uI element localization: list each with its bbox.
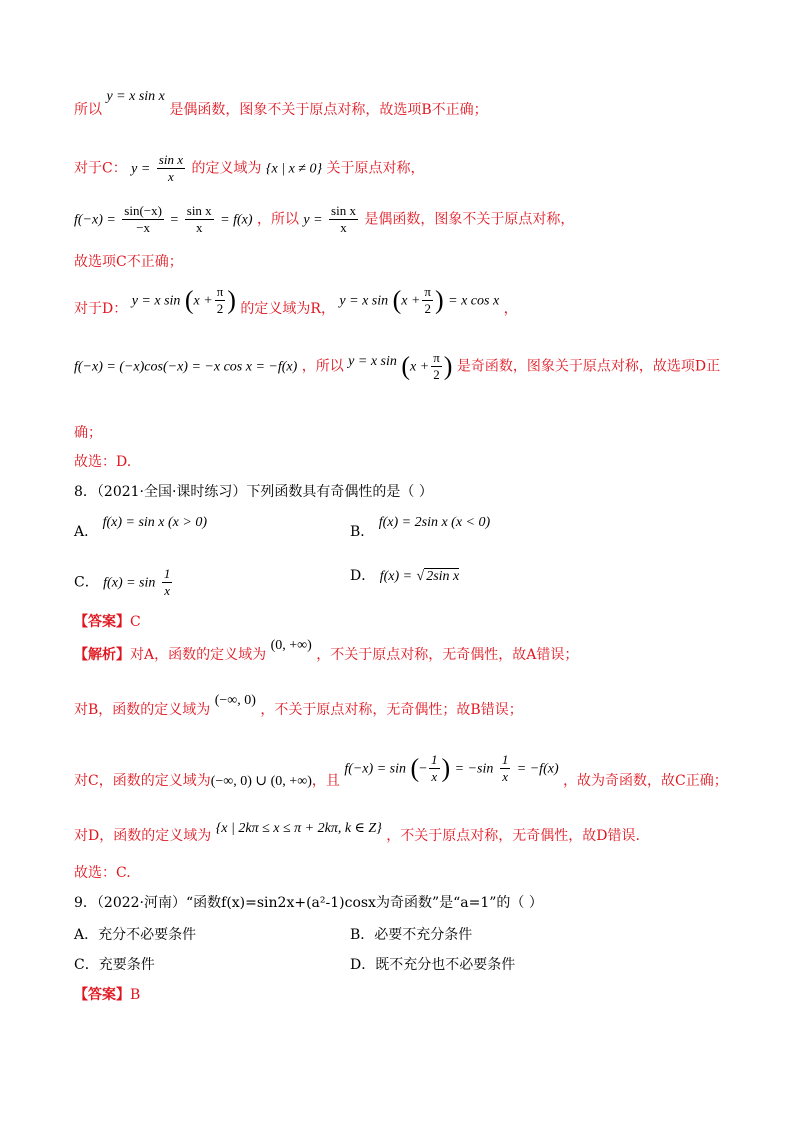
math: y = x sin	[339, 293, 389, 309]
text: 故选：D.	[74, 454, 132, 470]
math-interval: (−∞, 0)	[214, 693, 256, 708]
sqrt-body: 2sin x	[426, 569, 460, 584]
math: −	[419, 761, 428, 777]
denominator: 2	[433, 367, 440, 382]
numerator: π	[424, 284, 431, 299]
paren-open: (	[392, 285, 402, 315]
text: 的定义域为R，	[240, 300, 335, 317]
solution-line-d-result	[74, 423, 740, 443]
text: 对于D：	[74, 300, 128, 317]
text: ，不关于原点对称，无奇偶性，故D错误.	[386, 828, 640, 844]
answer-value: C	[130, 614, 141, 630]
denominator: x	[168, 169, 174, 184]
numerator: π	[433, 350, 440, 365]
text: ，不关于原点对称，无奇偶性，故A错误；	[316, 647, 579, 663]
question-8-conclusion	[74, 863, 740, 883]
question-8-options-ab	[74, 512, 740, 542]
numerator: sin x	[331, 203, 356, 218]
text: ，不关于原点对称，无奇偶性；故B错误；	[260, 702, 523, 718]
option-label-d: D．	[350, 568, 376, 584]
fraction	[215, 284, 226, 317]
denominator: x	[431, 769, 438, 784]
math: = −sin	[454, 761, 494, 777]
text: ，	[503, 300, 518, 317]
text: 是偶函数，图象不关于原点对称，	[364, 211, 575, 228]
math-set: {x | x ≠ 0}	[265, 161, 323, 177]
text: 故选项C不正确；	[74, 254, 183, 270]
analysis-tag: 【解析】	[74, 647, 130, 663]
answer-tag: 【答案】	[74, 987, 130, 1003]
option-c: C．充要条件	[74, 957, 155, 973]
text: 确；	[74, 425, 102, 441]
paren-open: (	[184, 285, 194, 315]
text: 是奇函数，图象关于原点对称，故选项D正	[456, 358, 721, 375]
question-9-options-ab	[74, 925, 740, 945]
denominator: x	[502, 769, 508, 784]
option-d-math: f(x) =	[379, 569, 413, 584]
text: 对B，函数的定义域为	[74, 702, 211, 718]
paren-close: )	[441, 753, 451, 783]
math-set: {x | 2kπ ≤ x ≤ π + 2kπ, k ∈ Z}	[215, 821, 382, 836]
numerator: 1	[163, 566, 171, 581]
question-9-answer	[74, 985, 740, 1005]
question-9-options-cd	[74, 955, 740, 975]
question-8-stem	[74, 482, 740, 502]
answer-tag: 【答案】	[74, 614, 130, 630]
math: =	[170, 212, 179, 228]
analysis-b	[74, 693, 740, 730]
math: = x cos x	[448, 293, 500, 309]
paren-close: )	[227, 285, 236, 315]
option-a-math: f(x) = sin x (x > 0)	[102, 515, 207, 530]
math: y = x sin x	[106, 89, 165, 104]
text: 对C，函数的定义域为	[74, 772, 211, 789]
math: x +	[410, 359, 430, 375]
option-b-math: f(x) = 2sin x (x < 0)	[378, 515, 491, 530]
fraction	[500, 752, 511, 785]
solution-line-d-odd	[74, 350, 740, 390]
option-d	[350, 566, 459, 587]
question-9-stem	[74, 893, 740, 913]
math: = −f(x)	[516, 761, 559, 777]
fraction	[185, 203, 214, 236]
question-8-answer	[74, 612, 740, 632]
analysis-d	[74, 818, 740, 848]
text: 对A，函数的定义域为	[130, 647, 267, 663]
option-b	[350, 512, 491, 540]
numerator: sin x	[186, 203, 212, 218]
option-label-a: A．	[74, 524, 99, 540]
math: f(−x) = (−x)cos(−x) = −x cos x = −f(x)	[74, 359, 298, 375]
text: 8．（2021·全国·课时练习）下列函数具有奇偶性的是（ ）	[74, 484, 433, 500]
denominator: −x	[136, 220, 151, 235]
option-a: A．充分不必要条件	[74, 927, 197, 943]
solution-line-c-domain	[74, 152, 740, 188]
numerator: π	[216, 284, 224, 299]
math: f(−x) =	[74, 212, 116, 228]
option-c-math: f(x) = sin	[103, 575, 156, 591]
math: x +	[193, 293, 213, 309]
numerator: sin x	[158, 152, 183, 167]
analysis-a	[74, 638, 740, 675]
fraction	[429, 752, 440, 785]
solution-line-b	[74, 89, 740, 121]
fraction	[329, 203, 358, 236]
text: ，故为奇函数，故C正确；	[563, 772, 728, 789]
text: 所以	[74, 102, 102, 118]
paren-open: (	[401, 351, 411, 381]
solution-line-d-domain	[74, 284, 740, 324]
text: ，所以	[301, 358, 344, 375]
denominator: x	[195, 220, 203, 235]
fraction	[422, 284, 433, 317]
solution-conclusion	[74, 452, 740, 472]
math: f(−x) = sin	[344, 761, 406, 777]
math: y = x sin	[348, 353, 397, 369]
math: y =	[303, 212, 323, 228]
sqrt-sign: √	[416, 569, 425, 584]
option-b: B．必要不充分条件	[350, 927, 473, 943]
denominator: x	[340, 220, 347, 235]
math-interval: (0, +∞)	[270, 638, 312, 653]
option-d: D．既不充分也不必要条件	[350, 957, 516, 973]
option-label-b: B．	[350, 524, 375, 540]
text: 故选：C.	[74, 865, 131, 881]
text: 关于原点对称，	[326, 160, 425, 177]
denominator: 2	[216, 301, 224, 316]
option-label-c: C．	[74, 574, 99, 591]
denominator: x	[164, 583, 170, 598]
math: y =	[131, 161, 151, 177]
fraction	[157, 152, 185, 185]
numerator: 1	[501, 752, 509, 767]
text: 对于C：	[74, 160, 127, 177]
numerator: sin(−x)	[124, 203, 162, 218]
math: y = x sin	[131, 293, 181, 309]
text: ，所以	[256, 211, 299, 228]
fraction	[431, 350, 442, 383]
text: 9．（2022·河南）“函数f(x)=sin2x+(a²-1)cosx为奇函数”是“a=1”的（ ）	[74, 895, 543, 911]
analysis-c	[74, 752, 740, 792]
text: 对D，函数的定义域为	[74, 828, 212, 844]
math: = f(x)	[220, 212, 253, 228]
numerator: 1	[431, 752, 438, 767]
fraction	[162, 566, 173, 599]
answer-value: B	[130, 987, 141, 1003]
question-8-options-cd	[74, 566, 740, 602]
paren-close: )	[443, 351, 453, 381]
solution-line-c-result	[74, 252, 740, 272]
text: ，且	[311, 772, 340, 789]
paren-close: )	[435, 285, 444, 315]
denominator: 2	[424, 301, 431, 316]
fraction	[122, 203, 164, 236]
text: 的定义域为	[191, 160, 262, 177]
math: x +	[401, 293, 421, 309]
solution-line-c-even	[74, 203, 740, 239]
text: 是偶函数，图象不关于原点对称，故选项B不正确；	[169, 102, 488, 118]
paren-open: (	[410, 753, 420, 783]
math-interval: (−∞, 0) ∪ (0, +∞)	[210, 773, 312, 789]
